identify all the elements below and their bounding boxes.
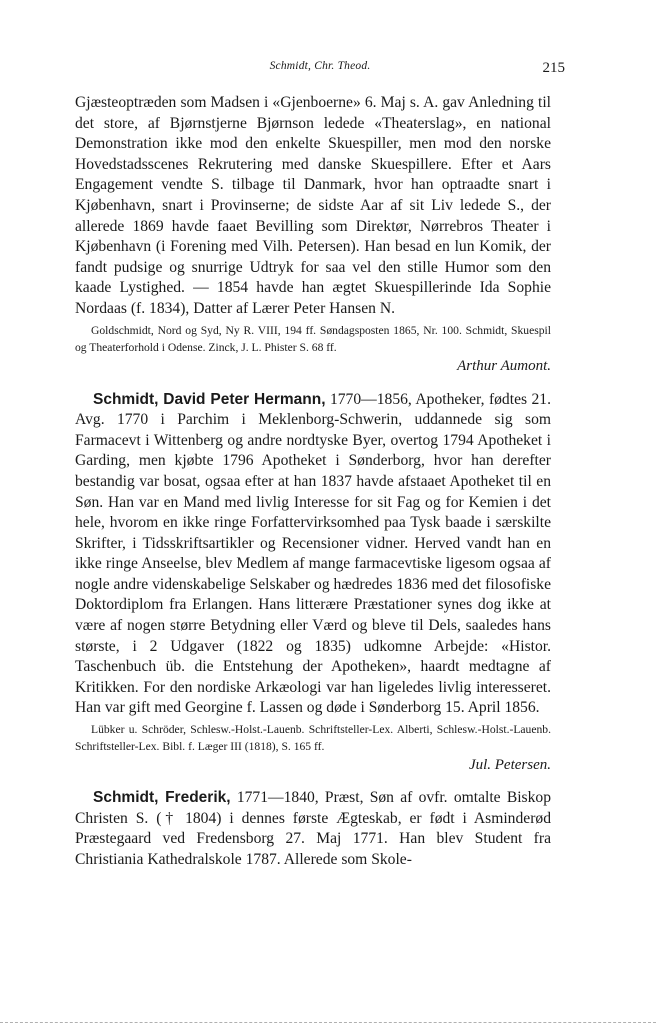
entry-continued [75,93,551,375]
running-head: Schmidt, Chr. Theod. [269,60,371,72]
entry-name: Schmidt, Frederik, [93,789,231,807]
entry-references: Lübker u. Schröder, Schlesw.-Holst.-Lauenb. Schriftsteller-Lex. Alberti, Schlesw.-Holst.-Lauenb. Schriftsteller-Lex. Bibl. f. Læger III (1818), S. 165 ff. [75,723,551,754]
entry-author: Jul. Petersen. [468,757,551,774]
page-body [75,93,551,870]
entry-body: 1770—1856, Apotheker, fødtes 21. Avg. 1770 i Parchim i Meklenborg-Schwerin, uddannede sig som Farmacevt i Wittenberg og andre nordtyske Byer, overtog 1794 Apotheket i Garding, men kjøbte 1796 Apotheket i Sønderborg, hvor han derefter bestandig var bosat, ogsaa efter at han 1837 havde afstaaet Apotheket til en Søn. Han var en Mand med livlig Interesse for sit Fag og for Kemien i det hele, hvorom en ikke ringe Forfattervirksomhed paa Tysk baade i særskilte Skrifter, i Tidsskriftsartikler og Recensioner vidner. Herved vandt han en ikke ringe Anseelse, blev Medlem af mange farmacevtiske ligesom ogsaa af nogle andre videnskabelige Selskaber og hædredes 1836 med det filosofiske Doktordiplom fra Erlangen. Hans litterære Præstationer synes dog ikke at være af nogen større Betydning eller Værd og bleve til Dels, saaledes hans største, i 2 Udgaver (1822 og 1835) udkomne Arbejde: «Histor. Taschenbuch üb. die Entstehung der Apotheken», haardt medtagne af Kritikken. For den nordiske Arkæologi var han ligeledes livlig interesseret. Han var gift med Georgine f. Lassen og døde i Sønderborg 15. April 1856. [75,390,551,717]
entry-paragraph [75,788,551,870]
entry-gap [75,375,551,390]
page-bottom-edge [0,1022,656,1023]
entry-author: Arthur Aumont. [457,357,551,374]
page-number: 215 [542,60,565,76]
entry-body: 1771—1840, Præst, Søn af ovfr. omtalte Biskop Christen S. († 1804) i dennes første Ægteskab, er født i Asminderød Præstegaard ved Fredensborg 27. Maj 1771. Han blev Student fra Christiania Kathedralskole 1787. Allerede som Skole- [75,789,552,868]
entry-paragraph [75,390,551,720]
entry-name: Schmidt, David Peter Hermann, [93,390,326,408]
entry-schmidt-frederik [75,788,551,870]
entry-schmidt-david-peter-hermann [75,390,551,775]
entry-body: Gjæsteoptræden som Madsen i «Gjenboerne» 6. Maj s. A. gav Anledning til det store, af Bjørnstjerne Bjørnson ledede «Theaterslag», en national Demonstration ikke mod den enkelte Skuespiller, men mod den norske Hovedstadsscenes Rekrutering med danske Skuespillere. Efter et Aars Engagement vendte S. tilbage til Danmark, hvor han optraadte snart i Kjøbenhavn, snart i Provinserne; de sidste Aar af sit Liv ledede S., der allerede 1869 havde faaet Bevilling som Direktør, Nørrebros Theater i Kjøbenhavn (i Forening med Vilh. Petersen). Han besad en lun Komik, der fandt pudsige og snurrige Udtryk for saa vel den stille Humor som den kaade Lystighed. — 1854 havde han ægtet Skuespillerinde Ida Sophie Nordaas (f. 1834), Datter af Lærer Peter Hansen N. [75,94,551,317]
entry-gap [75,774,551,788]
page-header [75,60,565,82]
entry-references: Goldschmidt, Nord og Syd, Ny R. VIII, 194 ff. Søndagsposten 1865, Nr. 100. Schmidt, Skuespil og Theaterforhold i Odense. Zinck, J. L. Phister S. 68 ff. [75,323,551,354]
